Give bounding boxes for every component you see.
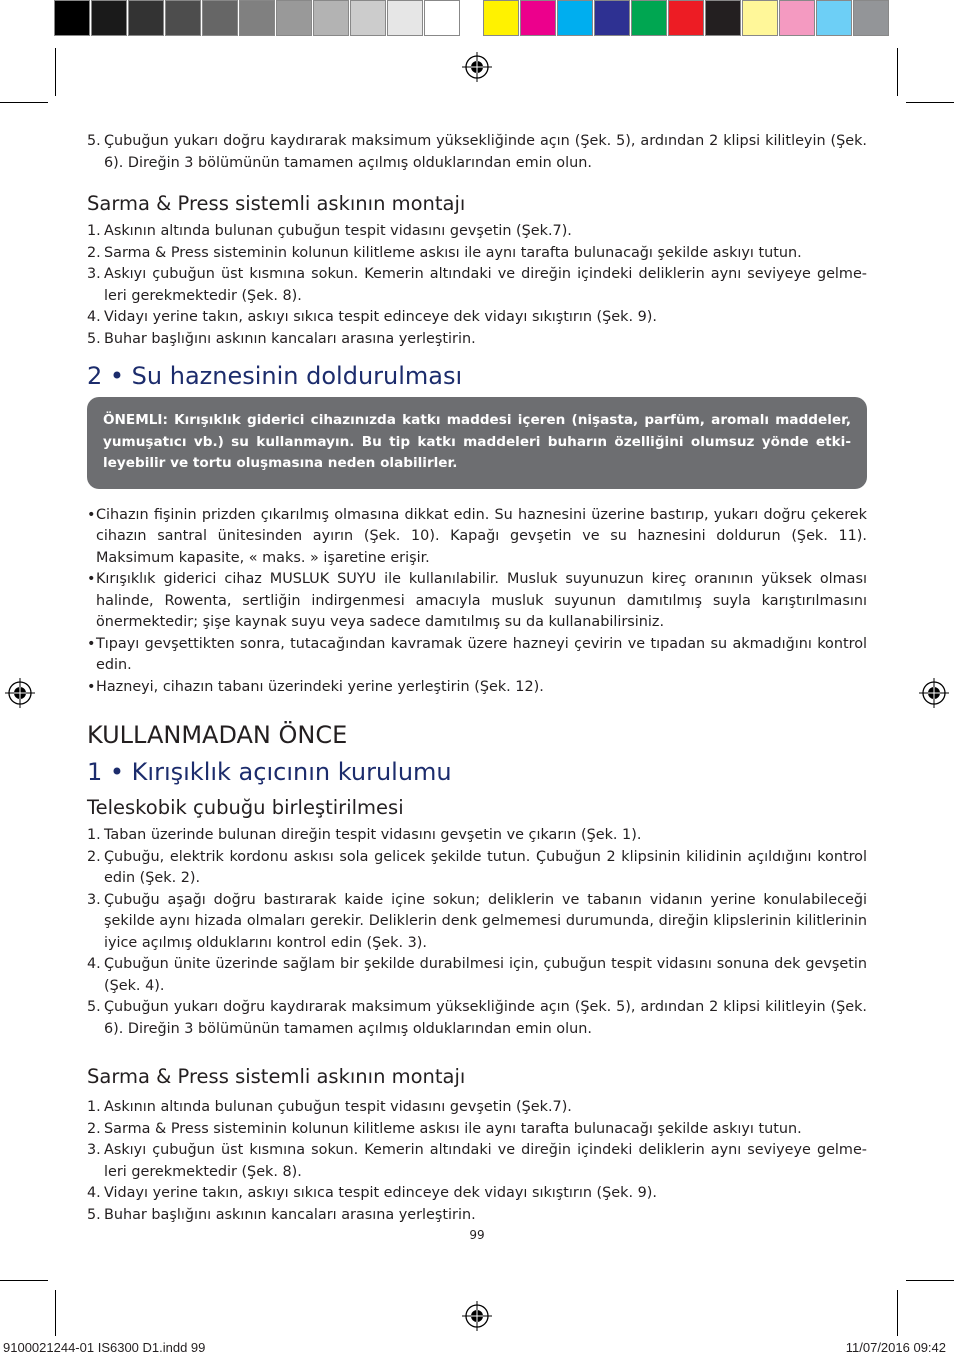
- item-text: Tıpayı gevşettikten sonra, tutacağından kavramak üzere hazneyi çevirin ve tıpadan su akmadığını kontrol edin.: [96, 635, 867, 673]
- crop-mark: [897, 1290, 898, 1336]
- item-text: Askıyı çubuğun üst kısmına sokun. Kemerin altındaki ve direğin içindeki deliklerin aynı seviyeye gelme-leri gerekmektedir (Şek. 8).: [104, 266, 867, 304]
- color-swatch-7: [705, 0, 741, 36]
- list-item: [87, 677, 867, 699]
- gray-swatch-3: [128, 0, 164, 36]
- crop-mark: [897, 48, 898, 96]
- section-hanger-assembly: [87, 192, 867, 350]
- registration-mark-icon: [5, 678, 35, 708]
- crop-mark: [0, 102, 48, 103]
- item-text: Çubuğun yukarı doğru kaydırarak maksimum yüksekliğinde açın (Şek. 5), ardından 2 klipsi kilitleyin (Şek. 6). Direğin 3 bölümünün tamamen açılmış olduklarından emin olun.: [104, 999, 867, 1037]
- item-number: 4.: [87, 1185, 101, 1201]
- section-heading: Sarma & Press sistemli askının montajı: [87, 192, 466, 215]
- item-number: 1.: [87, 223, 101, 239]
- color-swatch-10: [816, 0, 852, 36]
- item-number: 5.: [87, 330, 101, 347]
- list-item: [87, 634, 867, 677]
- gray-swatch-11: [424, 0, 460, 36]
- color-swatch-5: [631, 0, 667, 36]
- item-number: 4.: [87, 956, 101, 972]
- item-number: 4.: [87, 309, 101, 325]
- gray-swatch-5: [202, 0, 238, 36]
- registration-mark-icon: [462, 52, 492, 82]
- gray-swatch-1: [54, 0, 90, 36]
- item-text: Çubuğun yukarı doğru kaydırarak maksimum yüksekliğinde açın (Şek. 5), ardından 2 klipsi kilitleyin (Şek. 6). Direğin 3 bölümünün tamamen açılmış olduklarından emin olun.: [104, 133, 867, 171]
- crop-mark: [906, 102, 954, 103]
- item-number: 1.: [87, 1099, 101, 1115]
- item-number: 5.: [87, 1206, 101, 1223]
- list-item: [87, 569, 867, 634]
- gray-swatch-9: [350, 0, 386, 36]
- crop-mark: [0, 1280, 48, 1281]
- bullet: •: [87, 678, 96, 695]
- numbered-list: [87, 131, 867, 174]
- item-number: 1.: [87, 827, 101, 843]
- list-item: [87, 505, 867, 570]
- numbered-list: [87, 221, 867, 350]
- color-swatch-1: [483, 0, 519, 36]
- list-item: [87, 131, 867, 174]
- item-text: Vidayı yerine takın, askıyı sıkıca tespit edinceye dek vidayı sıkıştırın (Şek. 9).: [104, 1185, 657, 1201]
- gray-swatch-6: [239, 0, 275, 36]
- color-swatch-3: [557, 0, 593, 36]
- list-item: [87, 307, 867, 329]
- item-text: Çubuğu aşağı doğru bastırarak kaide içine sokun; deliklerin ve tabanın vidanın yerine konulabileceği şekilde aynı hizada olmaları gerekir. Deliklerin denk gelmemesi durumunda, direğin klipslerinin kilitlerinin iyice açılmış olduklarını kontrol edin (Şek. 3).: [104, 891, 867, 951]
- item-text: Vidayı yerine takın, askıyı sıkıca tespit edinceye dek vidayı sıkıştırın (Şek. 9).: [104, 309, 657, 325]
- item-text: Buhar başlığını askının kancaları arasına yerleştirin.: [104, 1206, 476, 1223]
- list-item: [87, 1140, 867, 1183]
- section-title: 2 • Su haznesinin doldurulması: [87, 362, 463, 390]
- item-text: Çubuğun ünite üzerinde sağlam bir şekilde durabilmesi için, çubuğun tespit vidasını sonuna dek gevşetin (Şek. 4).: [104, 956, 867, 994]
- color-swatch-6: [668, 0, 704, 36]
- item-number: 5.: [87, 133, 101, 149]
- item-text: Taban üzerinde bulunan direğin tespit vidasını gevşetin ve çıkarın (Şek. 1).: [104, 827, 642, 843]
- item-text: Askının altında bulunan çubuğun tespit vidasını gevşetin (Şek.7).: [104, 223, 572, 239]
- item-text: Çubuğu, elektrik kordonu askısı sola gelicek şekilde tutun. Çubuğun 2 klipsinin kilidinin açıldığını kontrol edin (Şek. 2).: [104, 848, 867, 886]
- item-number: 2.: [87, 848, 101, 865]
- item-number: 2.: [87, 1120, 101, 1137]
- item-text: Sarma & Press sisteminin kolunun kilitleme askısı ile aynı tarafta bulunacağı şekilde askıyı tutun.: [104, 1120, 802, 1137]
- color-swatch-8: [742, 0, 778, 36]
- section-hanger-assembly-2: [87, 1065, 867, 1226]
- list-item: [87, 997, 867, 1040]
- list-item: [87, 954, 867, 997]
- process-color-bar: [483, 0, 890, 38]
- gray-swatch-8: [313, 0, 349, 36]
- warning-notice: ÖNEMLI: Kırışıklık giderici cihazınızda katkı maddesi içeren (nişasta, parfüm, aromalı maddeler, yumuşatıcı vb.) su kullanmayın. Bu tip katkı maddeleri buharın özelliğini olumsuz yönde etki-leyebilir ve tortu oluşmasına neden olabilirler.: [87, 397, 867, 489]
- list-item: [87, 243, 867, 265]
- grayscale-color-bar: [54, 0, 461, 38]
- section-before-use: [87, 721, 867, 1040]
- top-list-block: [87, 131, 867, 174]
- bullet: •: [87, 571, 96, 587]
- gray-swatch-7: [276, 0, 312, 36]
- bullet: •: [87, 506, 96, 523]
- file-slug: 9100021244-01 IS6300 D1.indd 99: [3, 1340, 206, 1355]
- list-item: [87, 1119, 867, 1141]
- list-item: [87, 825, 867, 847]
- item-text: Hazneyi, cihazın tabanı üzerindeki yerine yerleştirin (Şek. 12).: [96, 678, 544, 695]
- color-swatch-11: [853, 0, 889, 36]
- item-number: 3.: [87, 891, 101, 908]
- item-text: Kırışıklık giderici cihaz MUSLUK SUYU ile kullanılabilir. Musluk suyunuzun kireç oranının yüksek olması halinde, Rowenta, sertliğin indirgenmesi amacıyla musluk suyunun damıtılmış suyla karıştırılmasını önermektedir; şişe kaynak suyu veya sadece damıtılmış su da kullanabilirsiniz.: [96, 571, 867, 630]
- registration-mark-icon: [462, 1301, 492, 1331]
- list-item: [87, 847, 867, 890]
- list-item: [87, 329, 867, 351]
- color-swatch-9: [779, 0, 815, 36]
- bullet: •: [87, 635, 96, 652]
- section-heading: Sarma & Press sistemli askının montajı: [87, 1065, 466, 1088]
- date-slug: 11/07/2016 09:42: [845, 1340, 946, 1355]
- registration-mark-icon: [919, 678, 949, 708]
- section-heading: Teleskobik çubuğu birleştirilmesi: [87, 796, 404, 819]
- gray-swatch-2: [91, 0, 127, 36]
- item-number: 5.: [87, 999, 101, 1015]
- item-number: 3.: [87, 266, 101, 282]
- item-text: Sarma & Press sisteminin kolunun kilitleme askısı ile aynı tarafta bulunacağı şekilde askıyı tutun.: [104, 244, 802, 261]
- section-water-tank: [87, 362, 867, 698]
- section-title: 1 • Kırışıklık açıcının kurulumu: [87, 758, 452, 786]
- page-number: 99: [469, 1228, 485, 1242]
- item-text: Askının altında bulunan çubuğun tespit vidasını gevşetin (Şek.7).: [104, 1099, 572, 1115]
- list-item: [87, 1097, 867, 1119]
- item-number: 2.: [87, 244, 101, 261]
- item-text: Buhar başlığını askının kancaları arasına yerleştirin.: [104, 330, 476, 347]
- crop-mark: [55, 48, 56, 96]
- item-text: Cihazın fişinin prizden çıkarılmış olmasına dikkat edin. Su haznesini üzerine bastırıp, yukarı doğru çekerek cihazın santral ünitesinden ayırın (Şek. 10). Kapağı gevşetin ve su haznesini doldurun (Şek. 11). Maksimum kapasite, « maks. » işaretine erişir.: [96, 506, 867, 566]
- numbered-list: [87, 825, 867, 1040]
- gray-swatch-10: [387, 0, 423, 36]
- bullet-list: [87, 505, 867, 699]
- list-item: [87, 1183, 867, 1205]
- item-number: 3.: [87, 1142, 101, 1158]
- list-item: [87, 1205, 867, 1227]
- color-swatch-4: [594, 0, 630, 36]
- numbered-list: [87, 1097, 867, 1226]
- item-text: Askıyı çubuğun üst kısmına sokun. Kemerin altındaki ve direğin içindeki deliklerin aynı seviyeye gelme-leri gerekmektedir (Şek. 8).: [104, 1142, 867, 1180]
- crop-mark: [906, 1280, 954, 1281]
- chapter-title: KULLANMADAN ÖNCE: [87, 721, 348, 749]
- list-item: [87, 890, 867, 955]
- list-item: [87, 221, 867, 243]
- gray-swatch-4: [165, 0, 201, 36]
- crop-mark: [55, 1290, 56, 1336]
- color-swatch-2: [520, 0, 556, 36]
- list-item: [87, 264, 867, 307]
